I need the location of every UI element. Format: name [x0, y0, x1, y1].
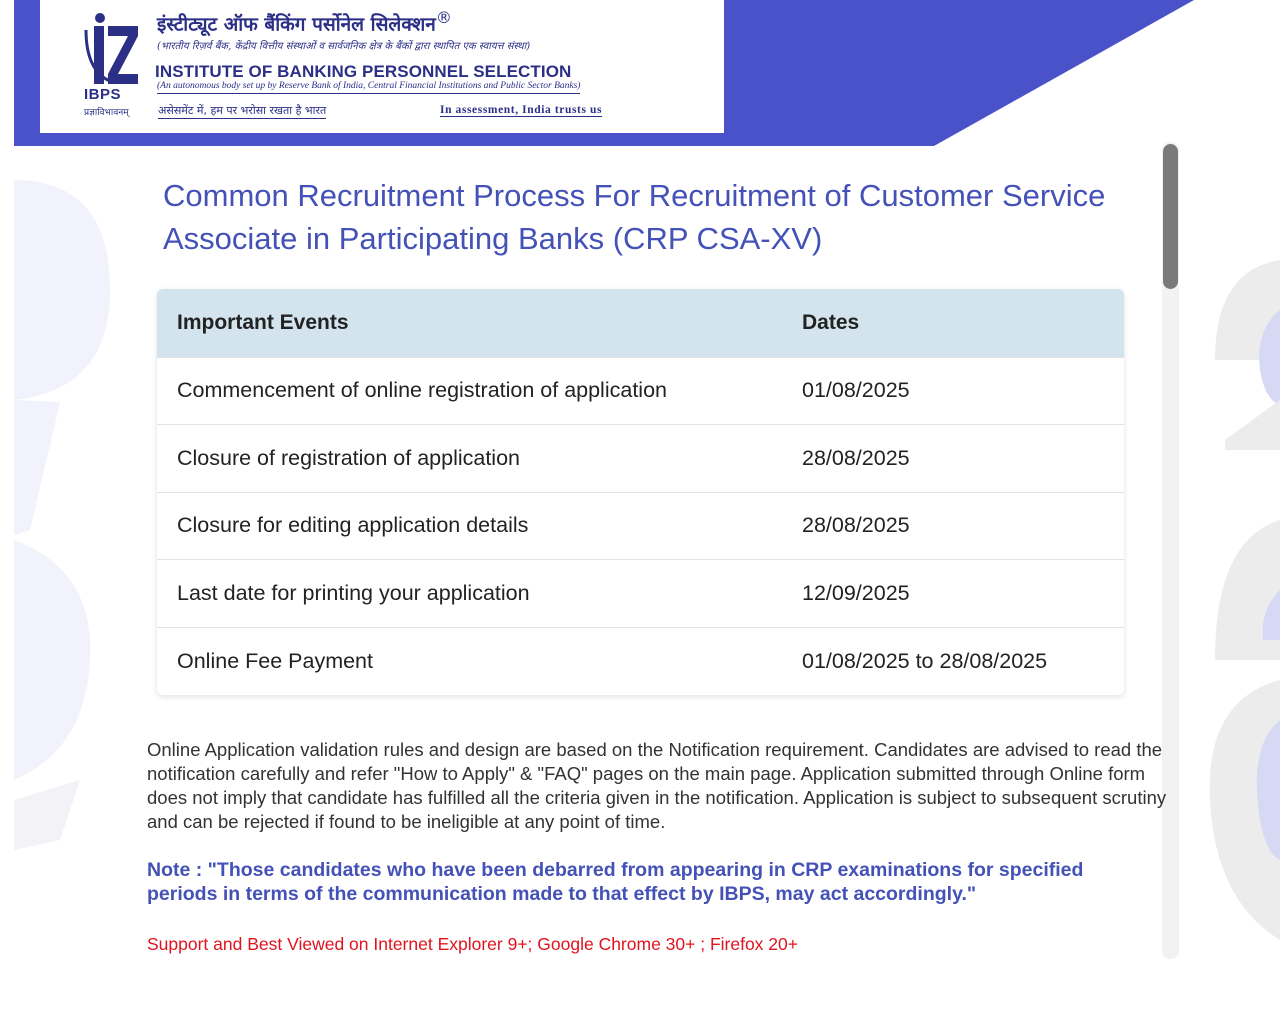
ibps-logo-card — [40, 0, 724, 133]
date-cell: 01/08/2025 to 28/08/2025 — [782, 627, 1124, 695]
table-row — [157, 560, 1124, 628]
table-row — [157, 425, 1124, 493]
date-cell: 28/08/2025 — [782, 492, 1124, 560]
event-cell: Last date for printing your application — [157, 560, 782, 628]
background-decoration-right — [1185, 240, 1280, 960]
event-cell: Online Fee Payment — [157, 627, 782, 695]
important-events-table — [157, 289, 1124, 695]
column-header-dates: Dates — [782, 289, 1124, 357]
scrollbar-thumb[interactable] — [1163, 144, 1178, 289]
background-decoration-left — [0, 140, 130, 860]
scrollbar[interactable] — [1162, 142, 1179, 959]
english-subtitle: (An autonomous body set up by Reserve Bank of India, Central Financial Institutions and Public Sector Banks) — [157, 81, 580, 94]
table-row — [157, 627, 1124, 695]
event-cell: Closure of registration of application — [157, 425, 782, 493]
date-cell: 01/08/2025 — [782, 357, 1124, 425]
event-cell: Closure for editing application details — [157, 492, 782, 560]
tagline-hindi: असेसमेंट में, हम पर भरोसा रखता है भारत — [158, 104, 327, 117]
table-header-row — [157, 289, 1124, 357]
table-row — [157, 492, 1124, 560]
application-info-text: Online Application validation rules and design are based on the Notification requirement. Candidates are advised to read the notification carefully and refer "How to Apply" & "FAQ" pages on the main page. Application submitted through Online form does not imply that candidate has fulfilled all the criteria given in the notification. Application is subject to subsequent scrutiny and can be rejected if found to be ineligible at any point of time. — [147, 739, 1167, 832]
debarred-note: Note : "Those candidates who have been debarred from appearing in CRP examinations for specified periods in terms of the communication made to that effect by IBPS, may act accordingly." — [147, 859, 1084, 905]
tagline-english: In assessment, India trusts us — [440, 104, 603, 116]
english-title: INSTITUTE OF BANKING PERSONNEL SELECTION — [155, 62, 572, 81]
hindi-title: इंस्टीट्यूट ऑफ बैंकिंग पर्सोनेल सिलेक्शन® — [157, 8, 452, 36]
page-title: Common Recruitment Process For Recruitment of Customer Service Associate in Participating Banks (CRP CSA-XV) — [163, 178, 1106, 256]
date-cell: 12/09/2025 — [782, 560, 1124, 628]
table-row — [157, 357, 1124, 425]
hindi-subtitle: (भारतीय रिज़र्व बैंक, केंद्रीय वित्तीय संस्थाओं व सार्वजनिक क्षेत्र के बैंकों द्वारा स्थापित एक स्वायत्त संस्था) — [157, 41, 531, 52]
date-cell: 28/08/2025 — [782, 425, 1124, 493]
logo-motto: प्रज्ञाविभावनम् — [84, 108, 129, 118]
registered-mark: ® — [435, 8, 452, 27]
event-cell: Commencement of online registration of application — [157, 357, 782, 425]
column-header-events: Important Events — [157, 289, 782, 357]
browser-support-text: Support and Best Viewed on Internet Explorer 9+; Google Chrome 30+ ; Firefox 20+ — [147, 934, 798, 954]
logo-ibps-text: IBPS — [84, 86, 122, 103]
